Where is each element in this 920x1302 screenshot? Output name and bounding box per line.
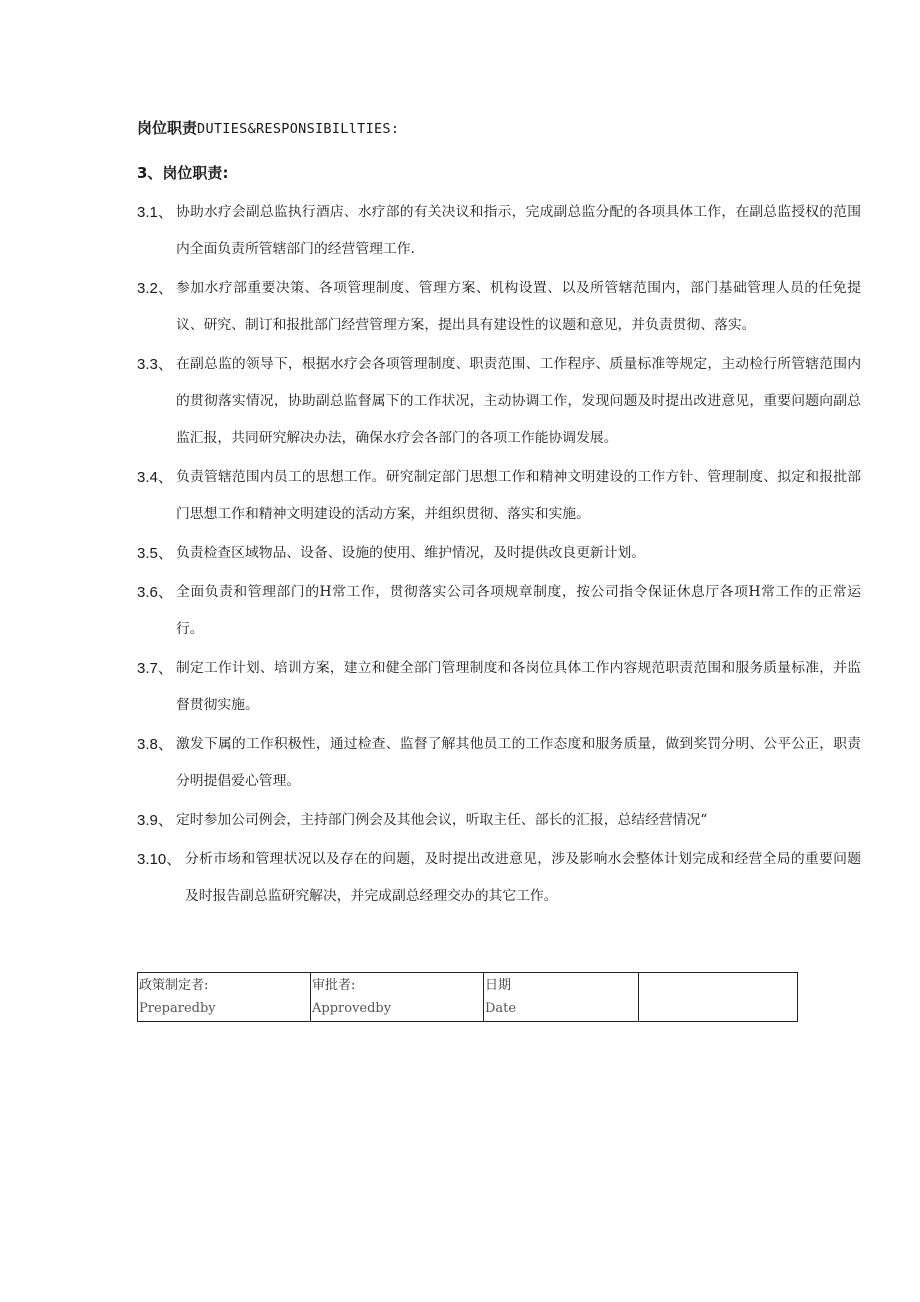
duty-number: 3.2、 [137, 280, 173, 297]
duty-number: 3.8、 [137, 736, 173, 753]
duty-text: 参加水疗部重要决策、各项管理制度、管理方案、机构设置、以及所管辖范围内，部门基础管理人员的任免提议、研究、制订和报批部门经营管理方案，提出具有建设性的议题和意见，并负责贯彻、落实。 [176, 280, 861, 333]
header-title-en: DUTIES&RESPONSIBILlTIES: [197, 121, 400, 137]
duty-number: 3.5、 [137, 545, 173, 562]
duty-item [137, 459, 861, 533]
duty-text: 分析市场和管理状况以及存在的问题，及时提出改进意见，涉及影响水会整体计划完成和经营全局的重要问题及时报告副总监研究解决，并完成副总经理交办的其它工作。 [185, 851, 861, 904]
duty-text: 负责检查区域物品、设备、设施的使用、维护情况，及时提供改良更新计划。 [176, 545, 646, 561]
duty-number: 3.6、 [137, 584, 173, 601]
date-label-cn: 日期 [485, 978, 512, 993]
duty-text: 激发下属的工作积极性，通过检查、监督了解其他员工的工作态度和服务质量，做到奖罚分明、公平公正，职责分明提倡爱心管理。 [176, 736, 861, 789]
prepared-by-label-cn: 政策制定者: [139, 978, 209, 993]
approved-by-label-cn: 审批者: [312, 978, 356, 993]
date-cell [484, 973, 639, 1022]
duty-number: 3.9、 [137, 812, 173, 829]
duty-number: 3.7、 [137, 660, 173, 677]
duties-list [137, 194, 861, 917]
duty-item [137, 535, 861, 572]
signoff-table [137, 972, 798, 1022]
duty-item [137, 841, 861, 915]
duty-number: 3.4、 [137, 469, 173, 486]
duty-number: 3.10、 [137, 851, 182, 868]
duty-item [137, 726, 861, 800]
duty-item [137, 194, 861, 268]
duty-number: 3.3、 [137, 356, 173, 373]
prepared-by-cell [138, 973, 311, 1022]
duty-text: 定时参加公司例会，主持部门例会及其他会议，听取主任、部长的汇报，总结经营情况“ [176, 812, 708, 828]
duty-item [137, 650, 861, 724]
duty-item [137, 346, 861, 457]
blank-cell [639, 973, 798, 1022]
approved-by-label-en: Approvedby [312, 1001, 392, 1016]
duty-number: 3.1、 [137, 204, 173, 221]
signoff-row [138, 973, 798, 1022]
duty-text: 在副总监的领导下，根据水疗会各项管理制度、职责范围、工作程序、质量标准等规定，主动检行所管辖范围内的贯彻落实情况，协助副总监督属下的工作状况，主动协调工作，发现问题及时提出改进意见，重要问题向副总监汇报，共同研究解决办法，确保水疗会各部门的各项工作能协调发展。 [176, 356, 861, 446]
duty-text: 协助水疗会副总监执行酒店、水疗部的有关决议和指示，完成副总监分配的各项具体工作，在副总监授权的范围内全面负责所管辖部门的经营管理工作. [176, 204, 861, 257]
header-title-cn: 岗位职责 [137, 119, 198, 137]
duty-text: 全面负责和管理部门的H常工作，贯彻落实公司各项规章制度，按公司指令保证休息厅各项H常工作的正常运行。 [176, 584, 861, 637]
approved-by-cell [311, 973, 484, 1022]
section-title: 3、岗位职责: [137, 164, 229, 182]
prepared-by-label-en: Preparedby [139, 1001, 216, 1016]
duty-text: 制定工作计划、培训方案，建立和健全部门管理制度和各岗位具体工作内容规范职责范围和服务质量标准，并监督贯彻实施。 [176, 660, 861, 713]
page-header [137, 117, 399, 138]
duty-item [137, 270, 861, 344]
duty-item [137, 574, 861, 648]
date-label-en: Date [485, 1001, 517, 1016]
duty-text: 负责管辖范围内员工的思想工作。研究制定部门思想工作和精神文明建设的工作方针、管理制度、拟定和报批部门思想工作和精神文明建设的活动方案，并组织贯彻、落实和实施。 [176, 469, 861, 522]
duty-item [137, 802, 861, 839]
